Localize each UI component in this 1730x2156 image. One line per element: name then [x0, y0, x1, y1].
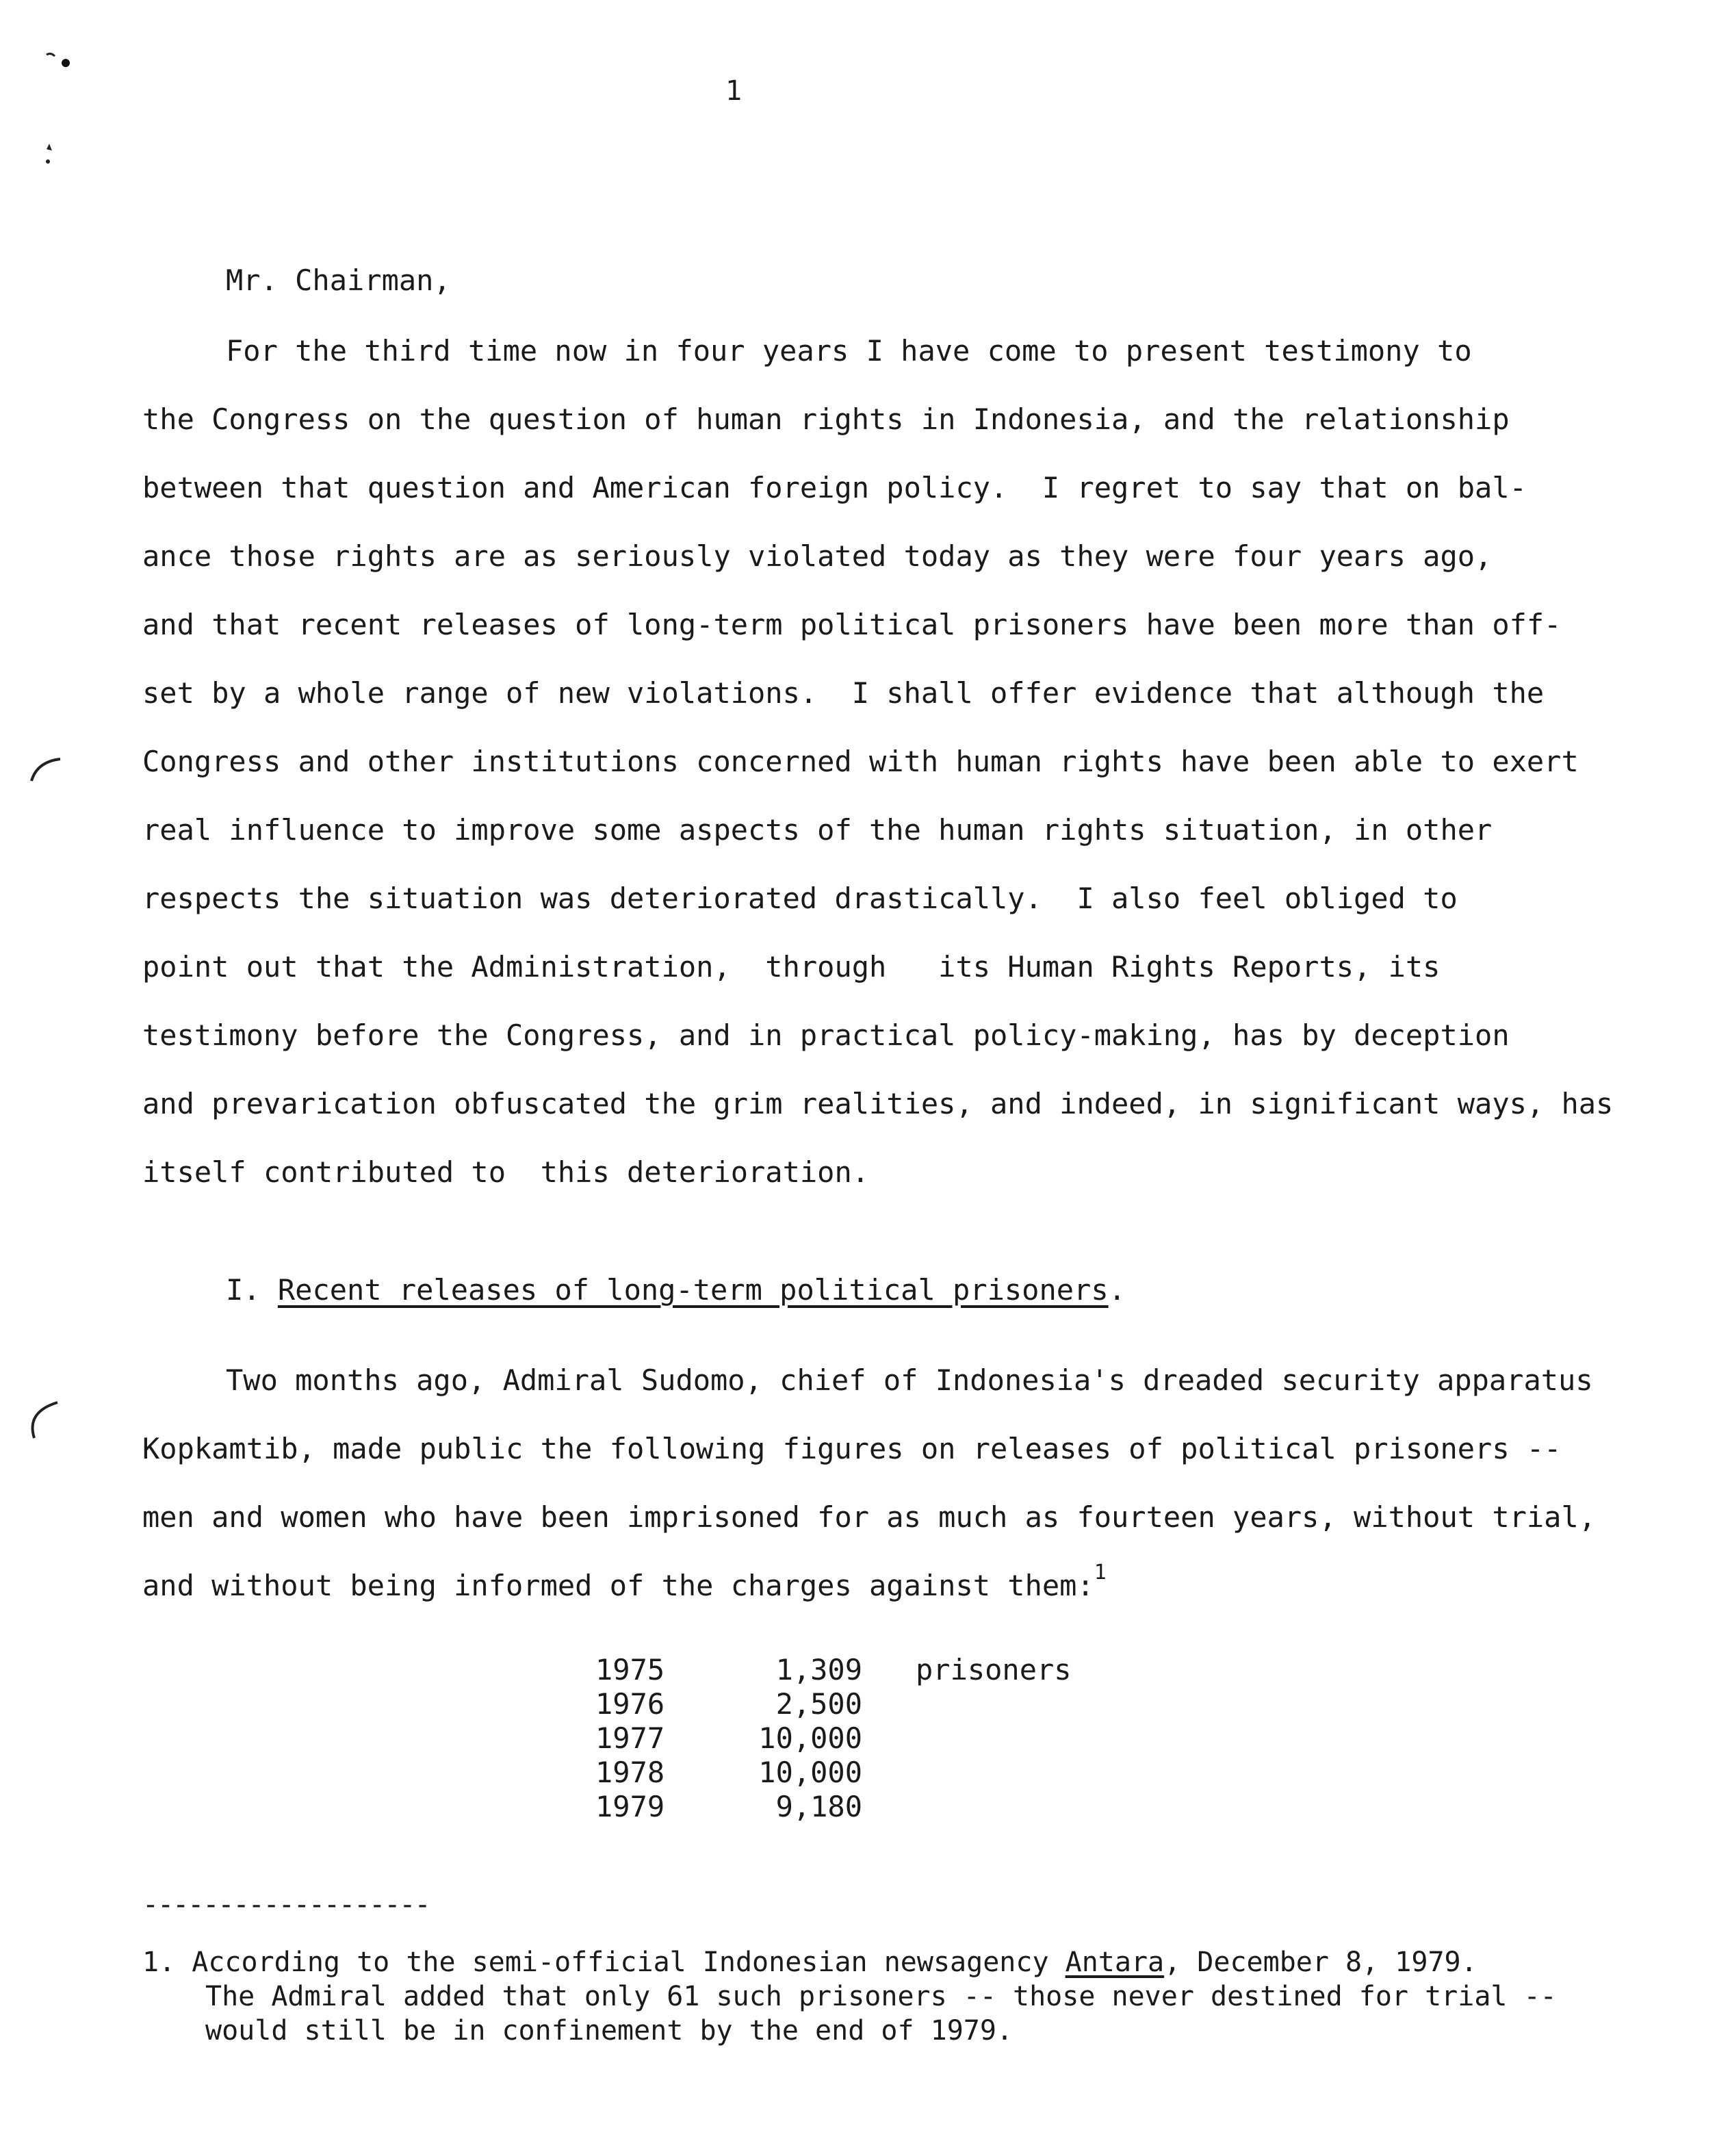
- ink-speck-icon: [41, 48, 82, 89]
- section-number: I.: [226, 1273, 261, 1307]
- paragraph-line: itself contributed to this deterioration.: [142, 1155, 870, 1189]
- paragraph-line: respects the situation was deteriorated drastically. I also feel obliged to: [142, 882, 1458, 915]
- year-cell: 1979: [595, 1790, 665, 1823]
- paragraph-line: men and women who have been imprisoned for as much as fourteen years, without trial,: [142, 1500, 1597, 1534]
- paragraph-text: and without being informed of the charges against them:: [142, 1569, 1094, 1602]
- footnote-text: According to the semi-official Indonesian newsagency: [192, 1947, 1066, 1978]
- paragraph-line: Congress and other institutions concerned with human rights have been able to exert: [142, 745, 1579, 778]
- footnote-source: Antara: [1065, 1947, 1165, 1978]
- table-row: [595, 1721, 1072, 1756]
- paragraph-line: between that question and American foreign policy. I regret to say that on bal-: [142, 471, 1527, 504]
- footnote-line: would still be in confinement by the end of 1979.: [205, 2015, 1014, 2046]
- footnote-text: , December 8, 1979.: [1164, 1947, 1477, 1978]
- count-cell: 9,180: [775, 1790, 862, 1823]
- footnote-line: The Admiral added that only 61 such prisoners -- those never destined for trial --: [205, 1981, 1557, 2012]
- ink-speck-icon: [40, 141, 60, 168]
- paragraph-line: For the third time now in four years I have come to present testimony to: [226, 334, 1472, 368]
- footnote-line: [142, 1945, 1477, 1979]
- year-cell: 1976: [595, 1687, 665, 1721]
- year-cell: 1975: [595, 1653, 665, 1686]
- margin-bracket-icon: [27, 756, 68, 784]
- releases-table: [595, 1653, 1072, 1824]
- table-row: [595, 1756, 1072, 1790]
- paragraph-line: testimony before the Congress, and in practical policy-making, has by deception: [142, 1018, 1510, 1052]
- section-title: Recent releases of long-term political prisoners: [277, 1273, 1109, 1307]
- section-title-end: .: [1108, 1273, 1126, 1307]
- paragraph-line: and that recent releases of long-term political prisoners have been more than off-: [142, 608, 1562, 641]
- table-row: [595, 1790, 1072, 1824]
- footnote-separator: -------------------: [142, 1889, 430, 1921]
- unit-label: prisoners: [916, 1653, 1072, 1686]
- paragraph-line: and prevarication obfuscated the grim realities, and indeed, in significant ways, has: [142, 1087, 1614, 1120]
- paragraph-line: ance those rights are as seriously violated today as they were four years ago,: [142, 539, 1493, 573]
- section-heading: [226, 1273, 1126, 1307]
- footnote-reference: 1: [1094, 1561, 1107, 1584]
- paragraph-line: [142, 1561, 1107, 1606]
- count-cell: 1,309: [775, 1653, 862, 1686]
- year-cell: 1978: [595, 1756, 665, 1789]
- paragraph-line: Two months ago, Admiral Sudomo, chief of Indonesia's dreaded security apparatus: [226, 1363, 1593, 1397]
- table-row: [595, 1653, 1072, 1687]
- table-row: [595, 1687, 1072, 1721]
- salutation: Mr. Chairman,: [226, 264, 451, 297]
- paragraph-line: Kopkamtib, made public the following figures on releases of political prisoners --: [142, 1432, 1562, 1465]
- page-number: 1: [725, 75, 743, 107]
- paragraph-line: real influence to improve some aspects of the human rights situation, in other: [142, 813, 1493, 847]
- footnote-number: 1.: [142, 1947, 176, 1978]
- count-cell: 2,500: [775, 1687, 862, 1721]
- count-cell: 10,000: [758, 1721, 862, 1755]
- paragraph-line: the Congress on the question of human rights in Indonesia, and the relationship: [142, 402, 1510, 436]
- paragraph-line: point out that the Administration, through its Human Rights Reports, its: [142, 950, 1441, 984]
- margin-bracket-icon: [25, 1400, 66, 1441]
- year-cell: 1977: [595, 1721, 665, 1755]
- paragraph-line: set by a whole range of new violations. I shall offer evidence that although the: [142, 676, 1545, 710]
- count-cell: 10,000: [758, 1756, 862, 1789]
